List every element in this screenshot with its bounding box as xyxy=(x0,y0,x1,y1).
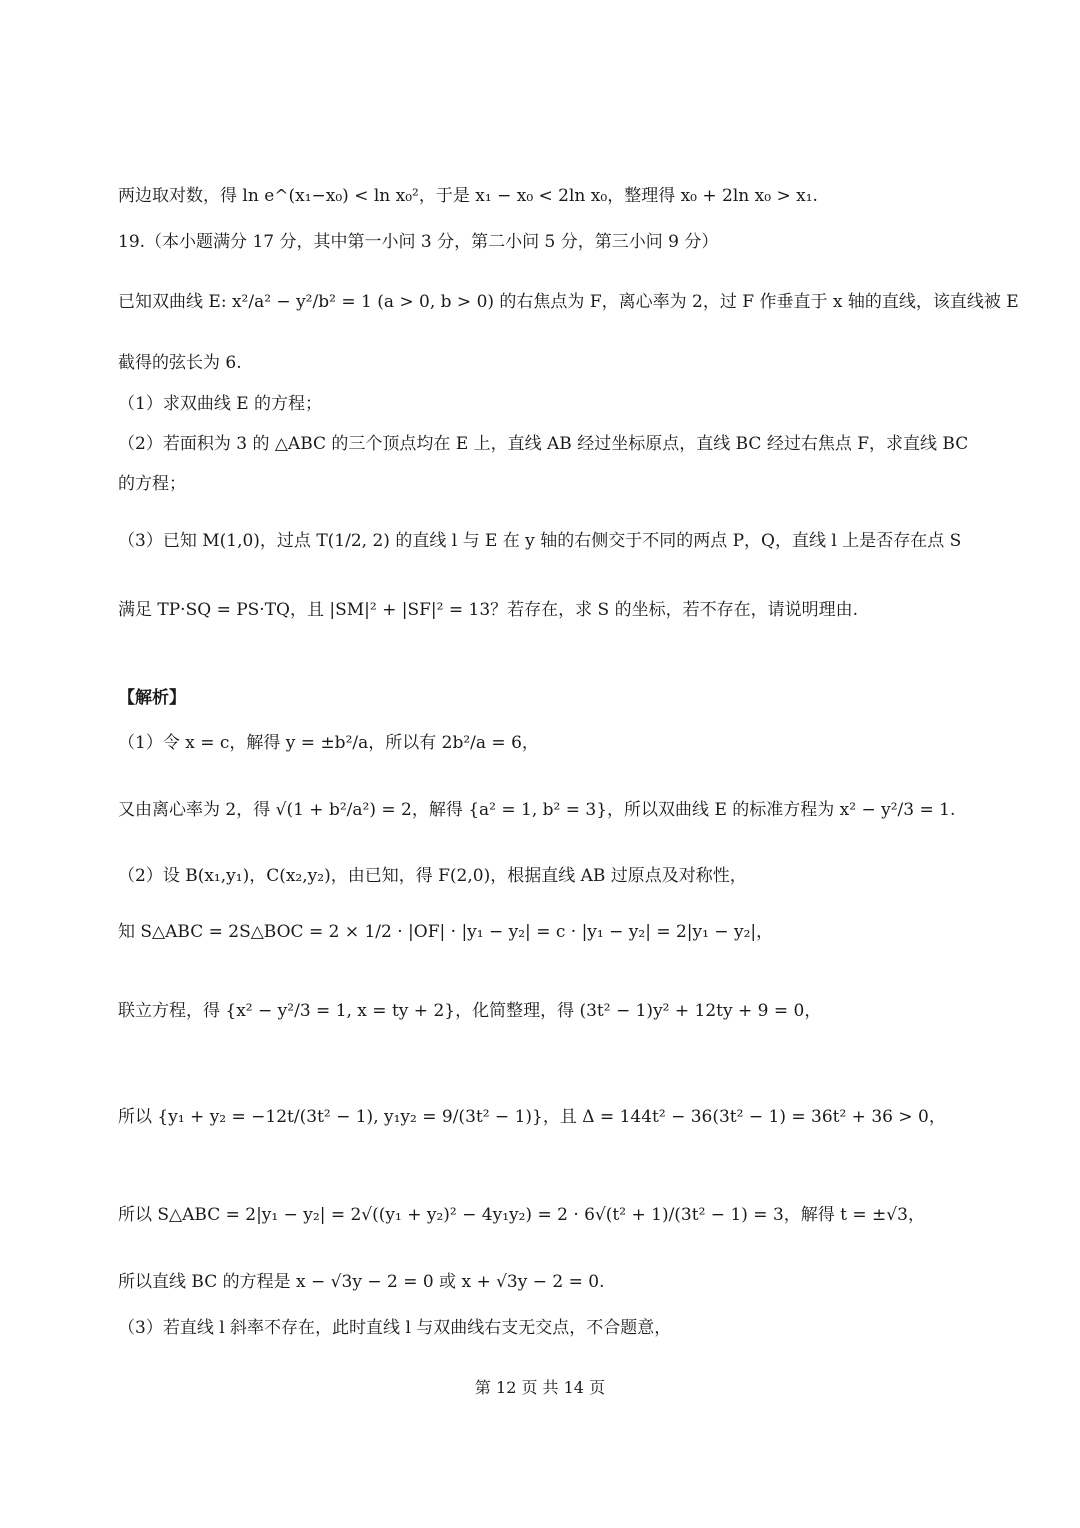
solution-1-line-2: 又由离心率为 2，得 √(1 + b²/a²) = 2，解得 {a² = 1, b² = 3}，所以双曲线 E 的标准方程为 x² − y²/3 = 1. xyxy=(118,800,956,820)
sub-question-3-cont: 满足 TP·SQ = PS·TQ，且 |SM|² + |SF|² = 13？若存在，求 S 的坐标，若不存在，请说明理由. xyxy=(118,600,859,620)
solution-2-line-5: 所以 S△ABC = 2|y₁ − y₂| = 2√((y₁ + y₂)² − 4y₁y₂) = 2 · 6√(t² + 1)/(3t² − 1) = 3，解得 t = ±√3， xyxy=(118,1205,925,1225)
solution-2-line-3: 联立方程，得 {x² − y²/3 = 1, x = ty + 2}，化简整理，得 (3t² − 1)y² + 12ty + 9 = 0， xyxy=(118,1001,822,1021)
question-19-stem: 已知双曲线 E: x²/a² − y²/b² = 1 (a > 0, b > 0) 的右焦点为 F，离心率为 2，过 F 作垂直于 x 轴的直线，该直线被 E xyxy=(118,292,1019,312)
solution-heading: 【解析】 xyxy=(118,688,186,708)
solution-1-line-1: （1）令 x = c，解得 y = ±b²/a，所以有 2b²/a = 6， xyxy=(118,733,539,753)
sub-question-2: （2）若面积为 3 的 △ABC 的三个顶点均在 E 上，直线 AB 经过坐标原点，直线 BC 经过右焦点 F，求直线 BC xyxy=(118,434,969,454)
sub-question-3: （3）已知 M(1,0)，过点 T(1/2, 2) 的直线 l 与 E 在 y 轴的右侧交于不同的两点 P，Q，直线 l 上是否存在点 S xyxy=(118,531,962,551)
sub-question-2-cont: 的方程； xyxy=(118,474,186,494)
solution-2-line-2: 知 S△ABC = 2S△BOC = 2 × 1/2 · |OF| · |y₁ − y₂| = c · |y₁ − y₂| = 2|y₁ − y₂|， xyxy=(118,922,774,942)
sub-question-1: （1）求双曲线 E 的方程； xyxy=(118,394,323,414)
text-line-1: 两边取对数，得 ln e^(x₁−x₀) < ln x₀²，于是 x₁ − x₀ < 2ln x₀，整理得 x₀ + 2ln x₀ > x₁. xyxy=(118,186,818,206)
solution-2-line-4: 所以 {y₁ + y₂ = −12t/(3t² − 1), y₁y₂ = 9/(3t² − 1)}，且 Δ = 144t² − 36(3t² − 1) = 36t² + 36 > 0， xyxy=(118,1107,946,1127)
solution-2-line-6: 所以直线 BC 的方程是 x − √3y − 2 = 0 或 x + √3y − 2 = 0. xyxy=(118,1272,605,1292)
page-footer: 第 12 页 共 14 页 xyxy=(474,1378,606,1397)
question-19-header: 19.（本小题满分 17 分，其中第一小问 3 分，第二小问 5 分，第三小问 9 分） xyxy=(118,232,719,252)
solution-2-line-1: （2）设 B(x₁,y₁)，C(x₂,y₂)，由已知，得 F(2,0)，根据直线 AB 过原点及对称性， xyxy=(118,866,747,886)
question-19-stem-cont: 截得的弦长为 6. xyxy=(118,353,242,373)
solution-3-line-1: （3）若直线 l 斜率不存在，此时直线 l 与双曲线右支无交点，不合题意， xyxy=(118,1318,672,1338)
